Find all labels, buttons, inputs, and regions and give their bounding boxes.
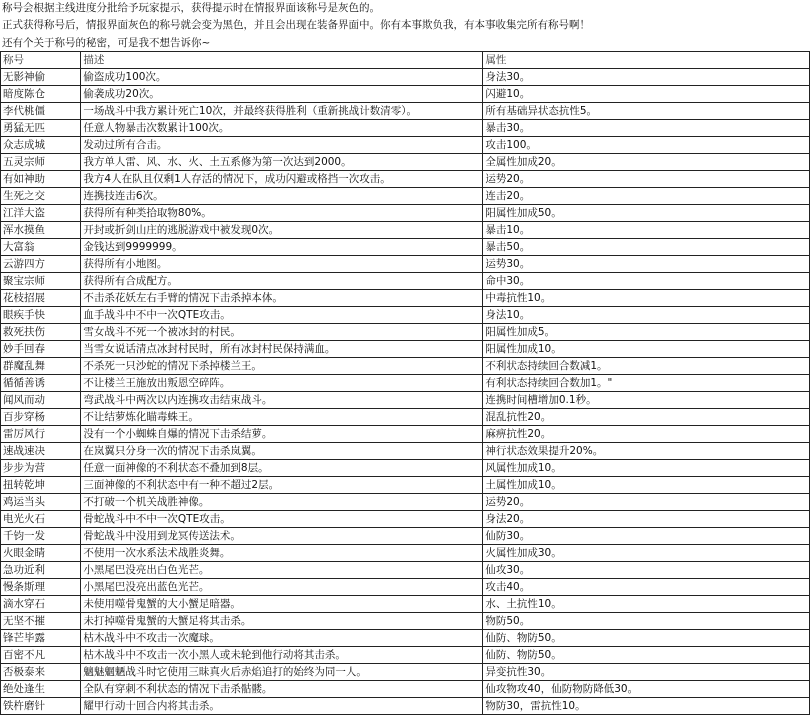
cell-description: 枯木战斗中不攻击一次小黑人或未轮到他行动将其击杀。 bbox=[81, 647, 483, 664]
cell-description: 获得所有合成配方。 bbox=[81, 273, 483, 290]
cell-attribute: 混乱抗性20。 bbox=[483, 409, 810, 426]
cell-attribute: 风属性加成10。 bbox=[483, 460, 810, 477]
cell-description: 不使用一次水系法术战胜炎舞。 bbox=[81, 545, 483, 562]
cell-title: 暗度陈仓 bbox=[1, 86, 81, 103]
cell-title: 救死扶伤 bbox=[1, 324, 81, 341]
header-cell-description: 描述 bbox=[81, 52, 483, 69]
cell-description: 不让结萝炼化瞄毒蛛王。 bbox=[81, 409, 483, 426]
table-row bbox=[1, 443, 810, 460]
cell-title: 闻风而动 bbox=[1, 392, 81, 409]
cell-title: 扭转乾坤 bbox=[1, 477, 81, 494]
table-row bbox=[1, 409, 810, 426]
table-row bbox=[1, 341, 810, 358]
cell-title: 慢条斯理 bbox=[1, 579, 81, 596]
cell-attribute: 阳属性加成10。 bbox=[483, 341, 810, 358]
cell-attribute: 物防30，雷抗性10。 bbox=[483, 698, 810, 715]
cell-title: 鸡运当头 bbox=[1, 494, 81, 511]
cell-description: 骨蛇战斗中没用到龙冥传送法术。 bbox=[81, 528, 483, 545]
table-row bbox=[1, 477, 810, 494]
cell-description: 任意一面神像的不利状态不叠加到8层。 bbox=[81, 460, 483, 477]
cell-attribute: 攻击100。 bbox=[483, 137, 810, 154]
cell-description: 获得所有小地图。 bbox=[81, 256, 483, 273]
cell-title: 江洋大盗 bbox=[1, 205, 81, 222]
cell-attribute: 中毒抗性10。 bbox=[483, 290, 810, 307]
table-row bbox=[1, 273, 810, 290]
cell-attribute: 攻击40。 bbox=[483, 579, 810, 596]
table-row bbox=[1, 562, 810, 579]
table-row bbox=[1, 324, 810, 341]
note-line: 还有个关于称号的秘密，可是我不想告诉你~ bbox=[2, 37, 211, 49]
table-row bbox=[1, 188, 810, 205]
table-row bbox=[1, 205, 810, 222]
header-cell-attribute: 属性 bbox=[483, 52, 810, 69]
table-row bbox=[1, 307, 810, 324]
cell-title: 浑水摸鱼 bbox=[1, 222, 81, 239]
cell-description: 偷盗成功100次。 bbox=[81, 69, 483, 86]
table-row bbox=[1, 171, 810, 188]
cell-description: 当雪女说话清点冰封村民时，所有冰封村民保持满血。 bbox=[81, 341, 483, 358]
cell-attribute: 运势30。 bbox=[483, 256, 810, 273]
table-row bbox=[1, 239, 810, 256]
cell-title: 花枝招展 bbox=[1, 290, 81, 307]
table-row bbox=[1, 596, 810, 613]
cell-description: 不杀死一只沙蛇的情况下杀掉楼兰王。 bbox=[81, 358, 483, 375]
cell-description: 我方单人雷、风、水、火、土五系修为第一次达到2000。 bbox=[81, 154, 483, 171]
cell-description: 获得所有种类拾取物80%。 bbox=[81, 205, 483, 222]
table-row bbox=[1, 579, 810, 596]
cell-title: 妙手回春 bbox=[1, 341, 81, 358]
cell-attribute: 仙防、物防50。 bbox=[483, 647, 810, 664]
cell-title: 铁杵磨针 bbox=[1, 698, 81, 715]
cell-description: 没有一个小蜘蛛自爆的情况下击杀结萝。 bbox=[81, 426, 483, 443]
cell-title: 循循善诱 bbox=[1, 375, 81, 392]
cell-description: 全队有穿刺不利状态的情况下击杀骷髅。 bbox=[81, 681, 483, 698]
cell-description: 耀甲行动十回合内将其击杀。 bbox=[81, 698, 483, 715]
cell-attribute: 连携时间槽增加0.1秒。 bbox=[483, 392, 810, 409]
cell-description: 我方4人在队且仅剩1人存活的情况下，成功闪避或格挡一次攻击。 bbox=[81, 171, 483, 188]
table-row bbox=[1, 137, 810, 154]
cell-description: 不让楼兰王施放出叛恩空碎阵。 bbox=[81, 375, 483, 392]
cell-attribute: 仙攻30。 bbox=[483, 562, 810, 579]
cell-attribute: 仙攻物攻40，仙防物防降低30。 bbox=[483, 681, 810, 698]
cell-attribute: 暴击10。 bbox=[483, 222, 810, 239]
cell-description: 不击杀花妖左右手臂的情况下击杀掉本体。 bbox=[81, 290, 483, 307]
cell-attribute: 身法20。 bbox=[483, 511, 810, 528]
cell-title: 众志成城 bbox=[1, 137, 81, 154]
cell-title: 勇猛无匹 bbox=[1, 120, 81, 137]
table-row bbox=[1, 392, 810, 409]
table-row bbox=[1, 358, 810, 375]
cell-attribute: 身法10。 bbox=[483, 307, 810, 324]
table-row bbox=[1, 698, 810, 715]
cell-title: 群魔乱舞 bbox=[1, 358, 81, 375]
cell-attribute: 仙防30。 bbox=[483, 528, 810, 545]
cell-title: 眼疾手快 bbox=[1, 307, 81, 324]
header-cell-title: 称号 bbox=[1, 52, 81, 69]
cell-title: 速战速决 bbox=[1, 443, 81, 460]
cell-title: 聚宝宗师 bbox=[1, 273, 81, 290]
cell-attribute: 阳属性加成50。 bbox=[483, 205, 810, 222]
table-row bbox=[1, 511, 810, 528]
cell-title: 千钧一发 bbox=[1, 528, 81, 545]
cell-description: 连携技连击6次。 bbox=[81, 188, 483, 205]
cell-attribute: 麻痹抗性20。 bbox=[483, 426, 810, 443]
cell-description: 一场战斗中我方累计死亡10次，并最终获得胜利（重新挑战计数清零）。 bbox=[81, 103, 483, 120]
cell-description: 不打破一个机关战胜神像。 bbox=[81, 494, 483, 511]
cell-attribute: 火属性加成30。 bbox=[483, 545, 810, 562]
cell-title: 步步为营 bbox=[1, 460, 81, 477]
cell-attribute: 不利状态持续回合数减1。 bbox=[483, 358, 810, 375]
cell-description: 发动过所有合击。 bbox=[81, 137, 483, 154]
cell-title: 大富翁 bbox=[1, 239, 81, 256]
cell-attribute: 有利状态持续回合数加1。" bbox=[483, 375, 810, 392]
cell-title: 无坚不摧 bbox=[1, 613, 81, 630]
cell-description: 开封或折剑山庄的逃脱游戏中被发现0次。 bbox=[81, 222, 483, 239]
cell-title: 云游四方 bbox=[1, 256, 81, 273]
cell-attribute: 身法30。 bbox=[483, 69, 810, 86]
table-row bbox=[1, 290, 810, 307]
cell-description: 任意人物暴击次数累计100次。 bbox=[81, 120, 483, 137]
table-row bbox=[1, 613, 810, 630]
cell-description: 弯武战斗中两次以内连携攻击结束战斗。 bbox=[81, 392, 483, 409]
table-row bbox=[1, 681, 810, 698]
cell-description: 小黑尾巴没亮出白色光芒。 bbox=[81, 562, 483, 579]
cell-title: 急功近利 bbox=[1, 562, 81, 579]
cell-title: 滴水穿石 bbox=[1, 596, 81, 613]
cell-description: 骨蛇战斗中不中一次QTE攻击。 bbox=[81, 511, 483, 528]
cell-attribute: 命中30。 bbox=[483, 273, 810, 290]
table-row bbox=[1, 494, 810, 511]
cell-title: 生死之交 bbox=[1, 188, 81, 205]
title-table bbox=[0, 51, 810, 715]
note-line: 称号会根据主线进度分批给予玩家提示，获得提示时在情报界面该称号是灰色的。 bbox=[2, 2, 380, 14]
table-row bbox=[1, 460, 810, 477]
cell-attribute: 暴击30。 bbox=[483, 120, 810, 137]
cell-description: 未打掉噬骨鬼蟹的大蟹足将其击杀。 bbox=[81, 613, 483, 630]
table-row bbox=[1, 69, 810, 86]
cell-description: 三面神像的不利状态中有一种不超过2层。 bbox=[81, 477, 483, 494]
cell-attribute: 连击20。 bbox=[483, 188, 810, 205]
cell-attribute: 闪避10。 bbox=[483, 86, 810, 103]
table-row bbox=[1, 426, 810, 443]
table-row bbox=[1, 222, 810, 239]
cell-description: 魑魅魍魉战斗时它使用三昧真火后赤焰追打的始终为同一人。 bbox=[81, 664, 483, 681]
cell-title: 火眼金睛 bbox=[1, 545, 81, 562]
cell-attribute: 土属性加成10。 bbox=[483, 477, 810, 494]
cell-description: 枯木战斗中不攻击一次魔球。 bbox=[81, 630, 483, 647]
cell-attribute: 全属性加成20。 bbox=[483, 154, 810, 171]
cell-attribute: 物防50。 bbox=[483, 613, 810, 630]
table-row bbox=[1, 256, 810, 273]
table-row bbox=[1, 375, 810, 392]
table-row bbox=[1, 86, 810, 103]
cell-title: 有如神助 bbox=[1, 171, 81, 188]
cell-title: 雷厉风行 bbox=[1, 426, 81, 443]
cell-attribute: 神行状态效果提升20%。 bbox=[483, 443, 810, 460]
cell-title: 绝处逢生 bbox=[1, 681, 81, 698]
cell-description: 小黑尾巴没亮出蓝色光芒。 bbox=[81, 579, 483, 596]
table-row bbox=[1, 154, 810, 171]
cell-title: 百步穿杨 bbox=[1, 409, 81, 426]
cell-title: 电光火石 bbox=[1, 511, 81, 528]
cell-attribute: 暴击50。 bbox=[483, 239, 810, 256]
cell-description: 金钱达到9999999。 bbox=[81, 239, 483, 256]
cell-title: 五灵宗师 bbox=[1, 154, 81, 171]
cell-description: 在岚翼只分身一次的情况下击杀岚翼。 bbox=[81, 443, 483, 460]
table-row bbox=[1, 545, 810, 562]
cell-attribute: 所有基础异状态抗性5。 bbox=[483, 103, 810, 120]
table-row bbox=[1, 103, 810, 120]
cell-description: 未使用噬骨鬼蟹的大小蟹足暗器。 bbox=[81, 596, 483, 613]
cell-attribute: 运势20。 bbox=[483, 494, 810, 511]
table-row bbox=[1, 120, 810, 137]
cell-title: 否极泰来 bbox=[1, 664, 81, 681]
cell-title: 百密不凡 bbox=[1, 647, 81, 664]
table-row bbox=[1, 664, 810, 681]
cell-attribute: 仙防、物防50。 bbox=[483, 630, 810, 647]
table-header-row bbox=[1, 52, 810, 69]
cell-attribute: 阳属性加成5。 bbox=[483, 324, 810, 341]
cell-description: 雪女战斗不死一个被冰封的村民。 bbox=[81, 324, 483, 341]
table-row bbox=[1, 630, 810, 647]
table-row bbox=[1, 528, 810, 545]
cell-title: 无影神偷 bbox=[1, 69, 81, 86]
cell-description: 偷袭成功20次。 bbox=[81, 86, 483, 103]
cell-description: 血手战斗中不中一次QTE攻击。 bbox=[81, 307, 483, 324]
cell-attribute: 异变抗性30。 bbox=[483, 664, 810, 681]
cell-attribute: 运势20。 bbox=[483, 171, 810, 188]
cell-title: 锋芒毕露 bbox=[1, 630, 81, 647]
note-line: 正式获得称号后，情报界面灰色的称号就会变为黑色，并且会出现在装备界面中。你有本事欺负我，有本事收集完所有称号啊！ bbox=[2, 19, 590, 31]
cell-title: 李代桃僵 bbox=[1, 103, 81, 120]
cell-attribute: 水、土抗性10。 bbox=[483, 596, 810, 613]
table-row bbox=[1, 647, 810, 664]
